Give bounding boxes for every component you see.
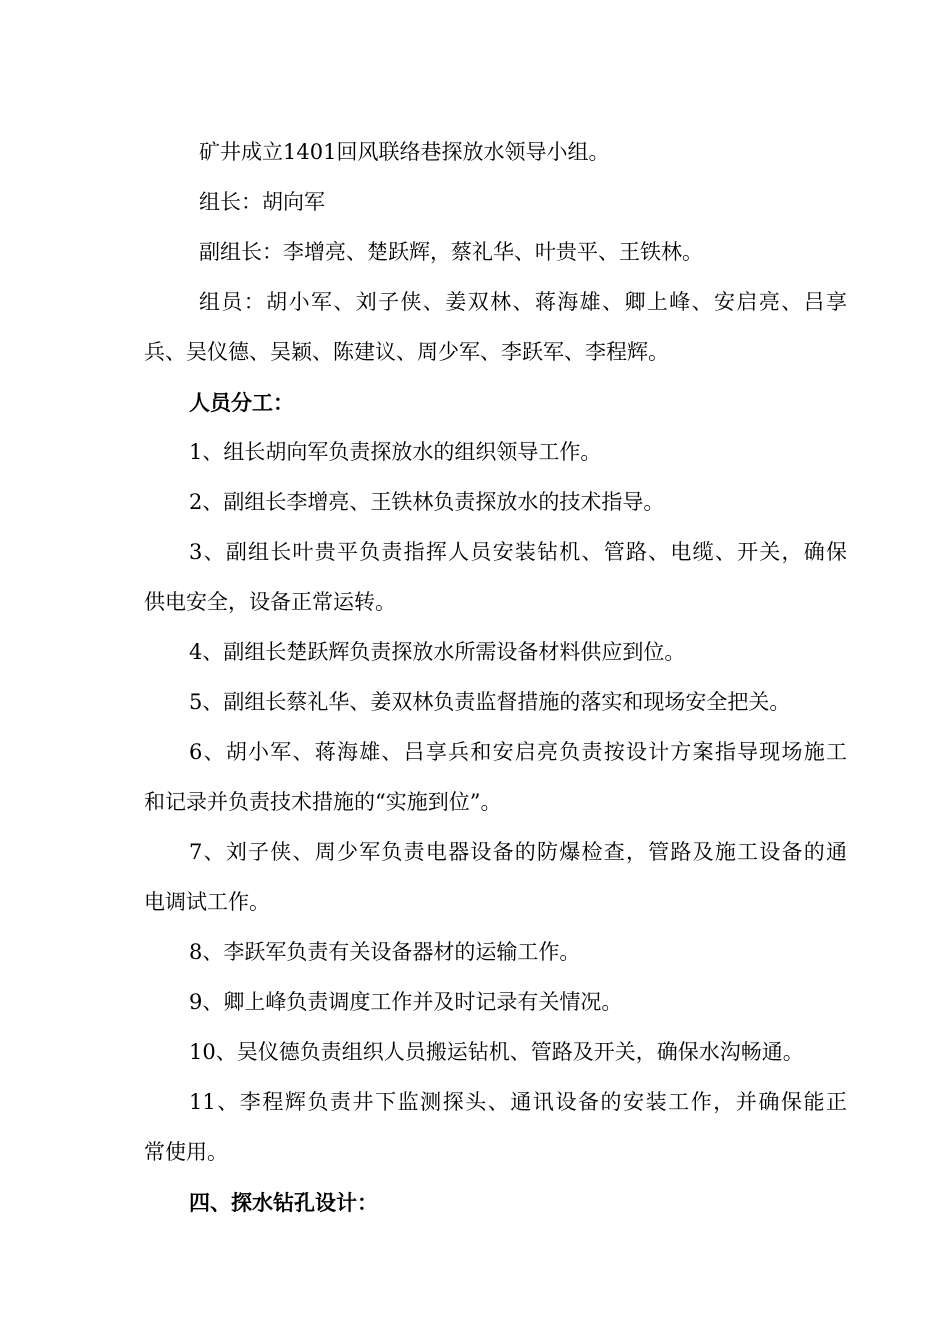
- duty-item-6-line-2: 和记录并负责技术措施的“实施到位”。: [144, 790, 502, 814]
- duty-item-6-line-1: 6、胡小军、蒋海雄、吕享兵和安启亮负责按设计方案指导现场施工: [189, 740, 847, 764]
- duty-item-10: 10、吴仪德负责组织人员搬运钻机、管路及开关，确保水沟畅通。: [189, 1040, 804, 1064]
- duty-item-5: 5、副组长蔡礼华、姜双林负责监督措施的落实和现场安全把关。: [189, 690, 791, 714]
- duty-item-1: 1、组长胡向军负责探放水的组织领导工作。: [189, 440, 602, 464]
- members-line-1: 组员：胡小军、刘子侠、姜双林、蒋海雄、卿上峰、安启亮、吕享: [199, 290, 847, 314]
- duty-item-9: 9、卿上峰负责调度工作并及时记录有关情况。: [189, 990, 623, 1014]
- duty-item-7-line-2: 电调试工作。: [144, 890, 270, 914]
- duty-item-11-line-2: 常使用。: [144, 1140, 228, 1164]
- duty-item-3-line-2: 供电安全，设备正常运转。: [144, 590, 396, 614]
- duty-item-11-line-1: 11、李程辉负责井下监测探头、通讯设备的安装工作，并确保能正: [189, 1090, 847, 1114]
- deputy-leaders-line: 副组长：李增亮、楚跃辉，蔡礼华、叶贵平、王铁林。: [199, 240, 703, 264]
- group-leader-line: 组长：胡向军: [199, 190, 325, 214]
- members-line-2: 兵、吴仪德、吴颖、陈建议、周少军、李跃军、李程辉。: [144, 340, 669, 364]
- duty-item-3-line-1: 3、副组长叶贵平负责指挥人员安装钻机、管路、电缆、开关，确保: [189, 540, 847, 564]
- duty-item-8: 8、李跃军负责有关设备器材的运输工作。: [189, 940, 581, 964]
- duty-item-4: 4、副组长楚跃辉负责探放水所需设备材料供应到位。: [189, 640, 686, 664]
- section-4-heading: 四、探水钻孔设计：: [189, 1190, 378, 1215]
- duty-item-7-line-1: 7、刘子侠、周少军负责电器设备的防爆检查，管路及施工设备的通: [189, 840, 847, 864]
- division-heading: 人员分工：: [189, 390, 294, 415]
- duty-item-2: 2、副组长李增亮、王铁林负责探放水的技术指导。: [189, 490, 665, 514]
- intro-paragraph: 矿井成立1401回风联络巷探放水领导小组。: [199, 140, 610, 164]
